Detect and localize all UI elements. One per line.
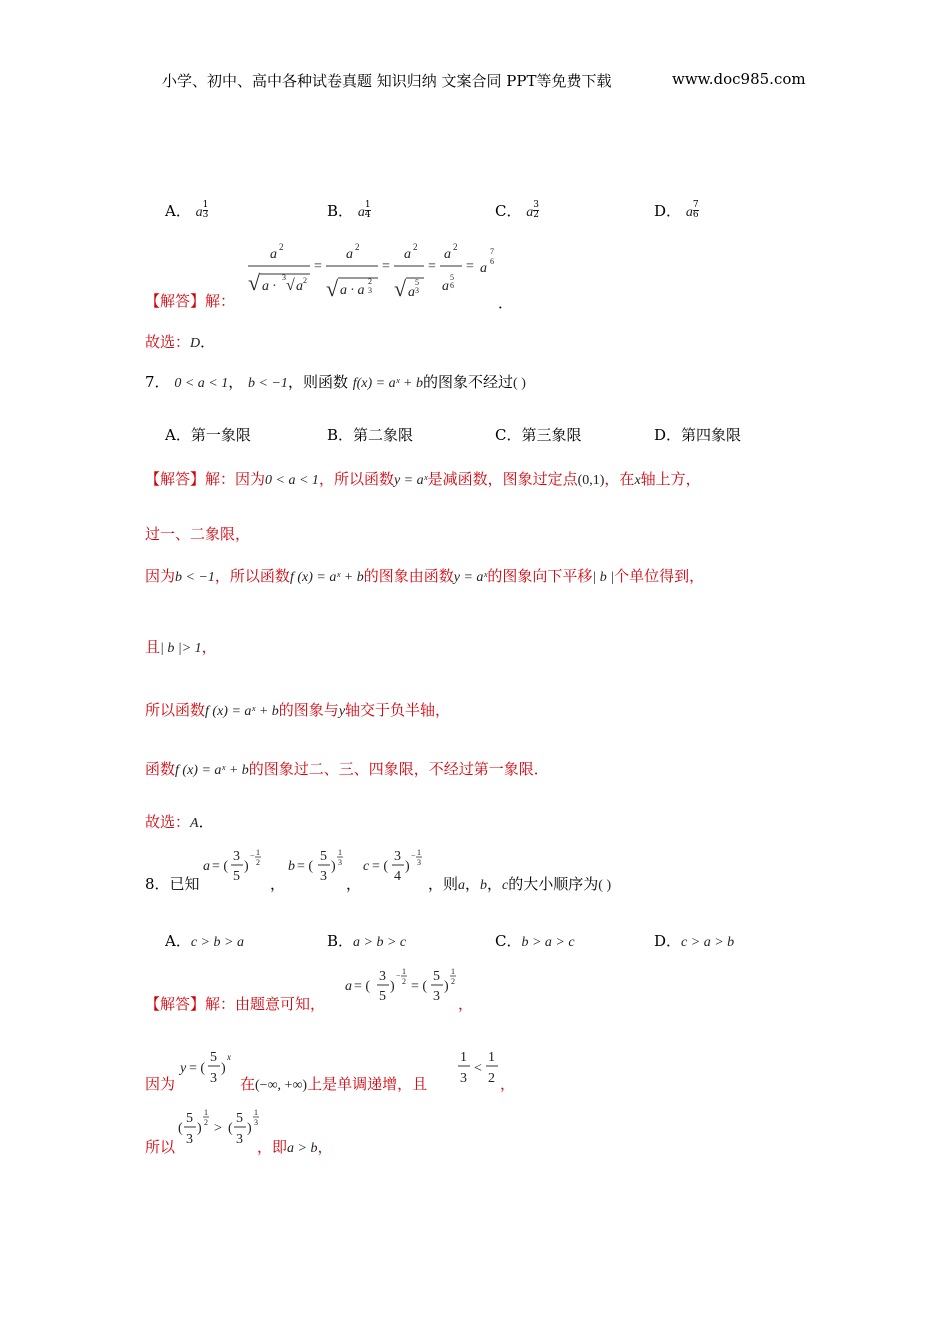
svg-text:√: √ bbox=[326, 276, 339, 301]
q8-comma-2: ， bbox=[346, 875, 362, 893]
svg-text:2: 2 bbox=[402, 977, 406, 986]
svg-text:b: b bbox=[288, 859, 295, 874]
q8-solution-formula-1 bbox=[345, 964, 460, 1008]
svg-text:3: 3 bbox=[186, 1132, 193, 1147]
svg-text:3: 3 bbox=[379, 969, 386, 984]
q7-solution-line-4: 且| b |> 1， bbox=[145, 638, 217, 656]
svg-text:2: 2 bbox=[355, 242, 360, 252]
svg-text:c: c bbox=[363, 859, 370, 874]
svg-text:6: 6 bbox=[490, 257, 494, 266]
svg-text:2: 2 bbox=[256, 858, 260, 867]
svg-text:=: = bbox=[314, 259, 322, 274]
q6-formula-period: ． bbox=[498, 294, 514, 312]
q8-solution-line-3-a: 所以 bbox=[145, 1138, 176, 1156]
svg-text:1: 1 bbox=[256, 848, 260, 857]
svg-text:(: ( bbox=[178, 1121, 183, 1136]
q6-answer-label: 【解答】解： bbox=[145, 292, 236, 310]
svg-text:): ) bbox=[244, 859, 249, 874]
svg-text:5: 5 bbox=[186, 1111, 193, 1126]
q7-option-b: B．第二象限 bbox=[327, 426, 414, 444]
svg-text:= (: = ( bbox=[212, 859, 229, 874]
svg-text:7: 7 bbox=[490, 247, 494, 256]
svg-text:5: 5 bbox=[320, 849, 327, 864]
svg-text:a · a: a · a bbox=[340, 283, 365, 298]
q8-solution-line-2-b: 在(−∞, +∞)上是单调递增，且 bbox=[240, 1075, 428, 1093]
svg-text:a: a bbox=[444, 247, 451, 262]
svg-text:=: = bbox=[382, 259, 390, 274]
svg-text:2: 2 bbox=[451, 977, 455, 986]
svg-text:4: 4 bbox=[394, 869, 401, 884]
svg-text:a: a bbox=[408, 285, 415, 300]
q8-answer-label: 【解答】解：由题意可知， bbox=[145, 995, 326, 1013]
q7-option-a: A．第一象限 bbox=[165, 426, 251, 444]
svg-text:3: 3 bbox=[236, 1132, 243, 1147]
svg-text:3: 3 bbox=[460, 1071, 467, 1086]
svg-text:): ) bbox=[331, 859, 336, 874]
svg-text:5: 5 bbox=[433, 969, 440, 984]
q7-solution-line-2: 过一、二象限， bbox=[145, 525, 251, 543]
q7-solution-line-5: 所以函数f (x) = aˣ + b的图象与y轴交于负半轴， bbox=[145, 701, 451, 719]
svg-text:): ) bbox=[221, 1061, 226, 1076]
q8-comma-1: ， bbox=[270, 875, 286, 893]
svg-text:a: a bbox=[345, 979, 352, 994]
q6-solution-formula bbox=[244, 240, 506, 306]
svg-text:= (: = ( bbox=[372, 859, 389, 874]
svg-text:3: 3 bbox=[338, 858, 342, 867]
svg-text:a: a bbox=[296, 279, 303, 294]
svg-text:√: √ bbox=[248, 270, 261, 295]
svg-text:a ·: a · bbox=[262, 279, 276, 294]
svg-text:5: 5 bbox=[233, 869, 240, 884]
q6-option-b: B． a $\frac{1}{4}$ bbox=[327, 200, 371, 220]
svg-text:): ) bbox=[247, 1121, 252, 1136]
q8-option-a: A．c > b > a bbox=[165, 932, 244, 950]
q7-solution-line-1: 【解答】解：因为0 < a < 1，所以函数y = aˣ是减函数，图象过定点(0,1)，在x轴上方， bbox=[145, 470, 701, 488]
svg-text:1: 1 bbox=[204, 1108, 208, 1117]
svg-text:3: 3 bbox=[415, 286, 419, 295]
svg-text:a: a bbox=[404, 247, 411, 262]
q8-option-c: C．b > a > c bbox=[495, 932, 575, 950]
q7-option-c: C．第三象限 bbox=[495, 426, 582, 444]
q7-option-d: D．第四象限 bbox=[654, 426, 742, 444]
page-header-url: www.doc985.com bbox=[672, 70, 806, 88]
svg-text:5: 5 bbox=[415, 278, 419, 287]
svg-text:3: 3 bbox=[320, 869, 327, 884]
svg-text:=: = bbox=[428, 259, 436, 274]
q7-solution-line-6: 函数f (x) = aˣ + b的图象过二、三、四象限，不经过第一象限． bbox=[145, 760, 549, 778]
svg-text:=: = bbox=[466, 259, 474, 274]
svg-text:−: − bbox=[250, 851, 255, 860]
q8-solution-line-2-end: ， bbox=[500, 1075, 516, 1093]
q8-option-b: B．a > b > c bbox=[327, 932, 407, 950]
q8-solution-line-3-b: ，即a > b， bbox=[257, 1138, 333, 1156]
svg-text:1: 1 bbox=[338, 848, 342, 857]
svg-text:1: 1 bbox=[254, 1108, 258, 1117]
svg-text:−: − bbox=[396, 971, 401, 980]
svg-text:1: 1 bbox=[460, 1050, 467, 1065]
svg-text:a: a bbox=[442, 279, 449, 294]
q8-def-b bbox=[288, 846, 346, 886]
svg-text:−: − bbox=[411, 851, 416, 860]
q7-question: 7． 0 < a < 1， b < −1，则函数 f(x) = aˣ + b的图象不经过( ) bbox=[145, 373, 526, 391]
svg-text:= (: = ( bbox=[411, 979, 428, 994]
svg-text:x: x bbox=[227, 1052, 231, 1062]
svg-text:a: a bbox=[346, 247, 353, 262]
svg-text:): ) bbox=[444, 979, 449, 994]
svg-text:2: 2 bbox=[453, 242, 458, 252]
page-header-text: 小学、初中、高中各种试卷真题 知识归纳 文案合同 PPT等免费下载 bbox=[162, 72, 612, 90]
svg-text:3: 3 bbox=[394, 849, 401, 864]
svg-text:2: 2 bbox=[303, 276, 307, 285]
svg-text:5: 5 bbox=[379, 989, 386, 1004]
svg-text:5: 5 bbox=[210, 1050, 217, 1065]
q8-def-a bbox=[203, 846, 267, 886]
svg-text:a: a bbox=[270, 247, 277, 262]
q6-option-a: A． a $\frac{1}{3}$ bbox=[165, 200, 209, 220]
q8-option-d: D．c > a > b bbox=[654, 932, 735, 950]
q8-compare-2 bbox=[178, 1104, 266, 1152]
svg-text:2: 2 bbox=[368, 277, 372, 286]
svg-text:(: ( bbox=[228, 1121, 233, 1136]
q8-formula-1-comma: ， bbox=[458, 995, 474, 1013]
svg-text:= (: = ( bbox=[354, 979, 371, 994]
q6-choose: 故选：D． bbox=[145, 333, 216, 351]
svg-text:3: 3 bbox=[210, 1071, 217, 1086]
svg-text:2: 2 bbox=[279, 242, 284, 252]
svg-text:2: 2 bbox=[204, 1118, 208, 1127]
svg-text:2: 2 bbox=[488, 1071, 495, 1086]
svg-text:1: 1 bbox=[402, 967, 406, 976]
svg-text:√: √ bbox=[286, 277, 295, 294]
svg-text:2: 2 bbox=[413, 242, 418, 252]
svg-text:6: 6 bbox=[450, 281, 454, 290]
svg-text:= (: = ( bbox=[189, 1061, 206, 1076]
q7-choose: 故选：A． bbox=[145, 813, 214, 831]
svg-text:√: √ bbox=[394, 276, 407, 301]
q8-func-y bbox=[178, 1046, 238, 1090]
svg-text:a: a bbox=[203, 859, 210, 874]
svg-text:): ) bbox=[405, 859, 410, 874]
svg-text:): ) bbox=[390, 979, 395, 994]
svg-text:3: 3 bbox=[233, 849, 240, 864]
svg-text:3: 3 bbox=[417, 858, 421, 867]
q8-compare-1 bbox=[456, 1046, 502, 1090]
svg-text:3: 3 bbox=[433, 989, 440, 1004]
svg-text:): ) bbox=[197, 1121, 202, 1136]
q8-def-c bbox=[363, 846, 429, 886]
svg-text:a: a bbox=[480, 261, 487, 276]
svg-text:5: 5 bbox=[450, 273, 454, 282]
svg-text:5: 5 bbox=[236, 1111, 243, 1126]
svg-text:>: > bbox=[214, 1121, 222, 1136]
svg-text:3: 3 bbox=[254, 1118, 258, 1127]
svg-text:1: 1 bbox=[417, 848, 421, 857]
q8-solution-line-2-a: 因为 bbox=[145, 1075, 176, 1093]
q8-question-rest: ，则a，b，c的大小顺序为( ) bbox=[428, 875, 612, 893]
q7-solution-line-3: 因为b < −1，所以函数f (x) = aˣ + b的图象由函数y = aˣ的图象向下平移| b |个单位得到， bbox=[145, 567, 705, 585]
svg-text:1: 1 bbox=[451, 967, 455, 976]
q8-question-number: 8．已知 bbox=[145, 875, 200, 893]
svg-text:3: 3 bbox=[368, 286, 372, 295]
svg-text:1: 1 bbox=[488, 1050, 495, 1065]
svg-text:<: < bbox=[474, 1061, 482, 1076]
svg-text:= (: = ( bbox=[297, 859, 314, 874]
svg-text:y: y bbox=[180, 1061, 187, 1076]
q6-option-d: D． a $\frac{7}{6}$ bbox=[654, 200, 699, 220]
q6-option-c: C． a $\frac{3}{2}$ bbox=[495, 200, 539, 220]
svg-text:3: 3 bbox=[282, 273, 286, 282]
